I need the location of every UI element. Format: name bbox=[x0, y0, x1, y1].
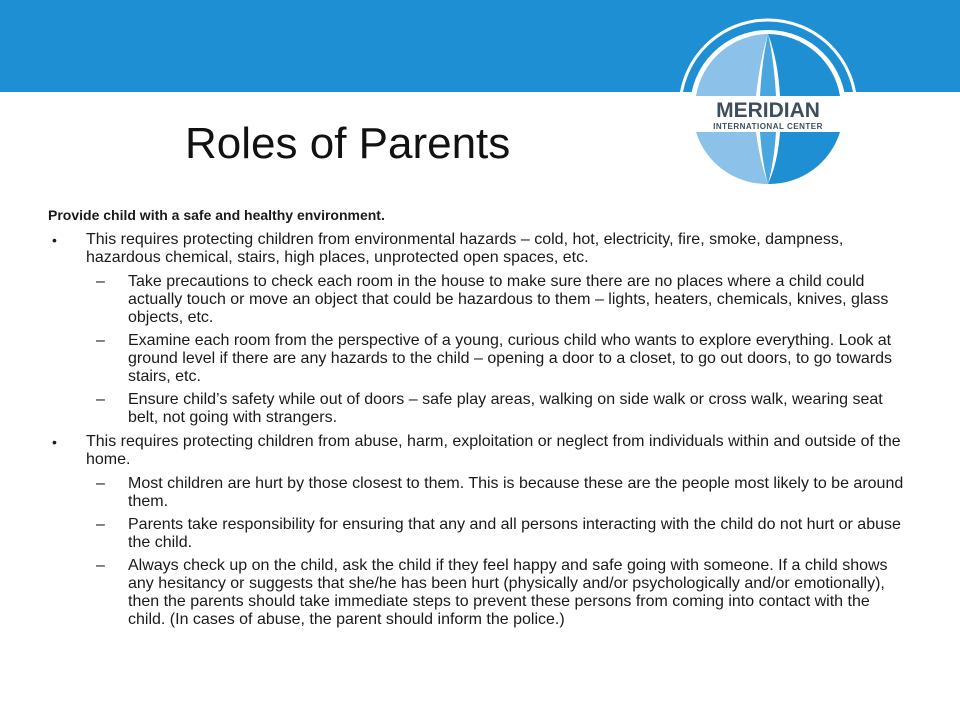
sub-bullet-list bbox=[86, 273, 908, 427]
dash-bullet-icon: – bbox=[96, 475, 105, 492]
sub-bullet-item bbox=[86, 475, 908, 511]
sub-bullet-text: Always check up on the child, ask the child if they feel happy and safe going with someone. If a child shows any hesitancy or suggests that she/he has been hurt (physically and/or psychologically and/or emotionally), then the parents should take immediate steps to prevent these persons from coming into contact with the child. (In cases of abuse, the parent should inform the police.) bbox=[128, 557, 888, 628]
sub-bullet-text: Examine each room from the perspective of a young, curious child who wants to explore everything. Look at ground level if there are any hazards to the child – opening a door to a closet, to go out doors, to go towards stairs, etc. bbox=[128, 332, 893, 385]
dash-bullet-icon: – bbox=[96, 391, 105, 408]
sub-bullet-item bbox=[86, 273, 908, 327]
bullet-list bbox=[48, 231, 908, 629]
logo-subtitle: INTERNATIONAL CENTER bbox=[713, 122, 823, 131]
dash-bullet-icon: – bbox=[96, 557, 105, 574]
bullet-item bbox=[48, 433, 908, 629]
dash-bullet-icon: – bbox=[96, 516, 105, 533]
sub-bullet-item bbox=[86, 391, 908, 427]
page-title: Roles of Parents bbox=[185, 119, 511, 168]
bullet-text: This requires protecting children from abuse, harm, exploitation or neglect from individuals within and outside of the home. bbox=[86, 433, 901, 468]
slide-content bbox=[48, 206, 908, 635]
bullet-dot-icon: • bbox=[52, 434, 57, 450]
sub-bullet-item bbox=[86, 332, 908, 386]
sub-bullet-text: Take precautions to check each room in the house to make sure there are no places where a child could actually touch or move an object that could be hazardous to them – lights, heaters, chemicals, knives, glass objects, etc. bbox=[128, 273, 889, 326]
bullet-dot-icon: • bbox=[52, 232, 57, 248]
logo-name: MERIDIAN bbox=[716, 99, 820, 122]
bullet-text: This requires protecting children from environmental hazards – cold, hot, electricity, fire, smoke, dampness, hazardous chemical, stairs, high places, unprotected open spaces, etc. bbox=[86, 231, 844, 266]
sub-bullet-item bbox=[86, 516, 908, 552]
globe-logo-icon bbox=[676, 16, 860, 200]
dash-bullet-icon: – bbox=[96, 273, 105, 290]
dash-bullet-icon: – bbox=[96, 332, 105, 349]
bullet-item bbox=[48, 231, 908, 427]
intro-heading: Provide child with a safe and healthy environment. bbox=[48, 207, 385, 223]
sub-bullet-item bbox=[86, 557, 908, 629]
sub-bullet-text: Ensure child’s safety while out of doors – safe play areas, walking on side walk or cross walk, wearing seat belt, not going with strangers. bbox=[128, 391, 883, 426]
sub-bullet-text: Parents take responsibility for ensuring that any and all persons interacting with the child do not hurt or abuse the child. bbox=[128, 516, 901, 551]
sub-bullet-list bbox=[86, 475, 908, 629]
sub-bullet-text: Most children are hurt by those closest to them. This is because these are the people most likely to be around them. bbox=[128, 475, 904, 510]
meridian-logo bbox=[676, 16, 860, 200]
